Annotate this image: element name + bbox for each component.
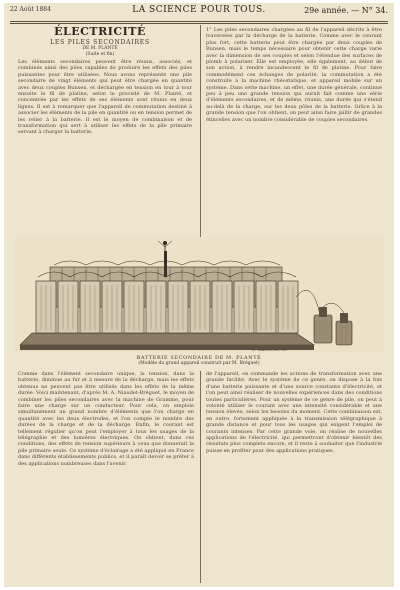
article-byline: DE M. PLANTÉ [82,46,118,51]
text-column-top-left: Les éléments secondaires peuvent être réunis, associés, et combinés ainsi des piles capables de produire les effets des piles puissantes pour être utilisées. Nous avons représenté une pile secondaire de vingt éléments qui peut être chargée en quantité avec deux couples Bunsen, et déchargée en tension en tour à tour ensuite le fil de platine, selon le procédé de M. Planté, et concentrée par les effets de ses éléments sont réunis en deux lignes. Il est à remarquer que l'appareil de commutation destiné à associer les éléments de la pile en quantité ou en tension permet de les relier à la batterie. Il est le moyen de combinaison et de transformation qui sert à utiliser les effets de la pile primaire servant à charger la batterie. [18,59,192,136]
header-rule [10,21,388,22]
text-column-bottom-right: de l'appareil, on commande les actions de transformation avec une grande facilité. Avec le système de ce genre, on dispose à la fois d'une batterie puissante et d'une source constante d'électricité, et l'on peut ainsi réaliser de nouvelles expériences dans des conditions toutes particulières. Pour un système de ce genre de pile, on peut à volonté utiliser le courant avec une intensité considérable et une tension élevée, selon les besoins du moment. Cette combinaison est, en outre, fortement appliquée à la transmission télégraphique à grande distance et pour tous les usages qui exigent l'emploi de courants intenses. Par cette grande voie, on réalise de nouvelles applications de l'électricité, qui permettront d'obtenir bientôt des résultats plus complets encore, et il reste à souhaiter que l'industrie puisse en profiter pour des applications pratiques. [206,371,382,454]
text-column-top-right: 1° Les piles secondaires chargées au fil de l'appareil décrits à être traversées par la décharge de la batterie. Comme avec le courant plus fort, cette batterie peut être chargée par deux couples de Bunsen, mais le temps nécessaire pour obtenir cette charge varie avec la dimension de ses couples et selon l'étendue des surfaces de plomb à polariser. Elle est employée, elle également, au début de son action, à rendre incandescent le fil de platine. Pour faire commodément ces échanges de polarité, la commutation a été construite à la machine rhéostatique, et appareil mobile sur un système. Dans cette machine, un effet, une durée générale, continue peu à peu une grande tension qui aurait fait comme une série d'éléments secondaires, et de même, réunis, une durée qui s'étend au-delà de la charge, sur les deux pôles de la batterie. Grâce à la grande tension que l'on obtient, on peut ainsi faire jaillir de grandes étincelles avec un nombre considérable de couples secondaires. [206,27,382,123]
newspaper-page [4,3,394,587]
article-title: LES PILES SECONDAIRES [50,39,150,46]
column-divider-top [200,25,201,237]
figure-caption: BATTERIE SECONDAIRE DE M. PLANTÉ [136,355,262,361]
journal-title: LA SCIENCE POUR TOUS. [132,5,266,15]
header-rule-thin [10,23,388,24]
figure-caption-sub: (Modèle du grand appareil construit par M. Bréguet) [138,361,260,366]
text-column-bottom-left: Comme dans l'élément secondaire unique, la tension, dans la batterie, diminue au fur et à mesure de la décharge, mais les effets obtenus ne peuvent pas être utilisés dans les effets de la même durée. Voici maintenant, d'après M. A. Niaudet-Bréguet, le moyen de combiner les piles secondaires avec la machine de Gramme, pour faire une charge sur un conducteur. Pour cela, on emploie simultanément un grand nombre d'éléments que l'on charge en quantité avec les deux électrodes, et l'on compte le nombre des durées de la charge et de la décharge. Enfin, le courant est tellement régulier qu'on peut l'employer à tous les usages de la télégraphie et des lumières électriques. On obtient, dans ces conditions, des effets de tension supérieurs à ceux que donnerait la pile primaire seule. Ce système d'éclairage a été appliqué en France dans différents établissements publics, et il paraît devoir se prêter à des applications nombreuses dans l'avenir. [18,371,194,467]
page-header [10,5,388,21]
column-divider-bottom [200,371,201,583]
issue-date: 22 Août 1884 [10,6,51,13]
issue-number: 29e année. — N° 34. [304,6,388,15]
battery-engraving [14,237,384,353]
engraver-credit: E. LAROCHE, SC. [252,347,289,352]
section-heading: ÉLECTRICITÉ [54,25,146,38]
article-continuation: (Suite et fin) [85,52,115,57]
